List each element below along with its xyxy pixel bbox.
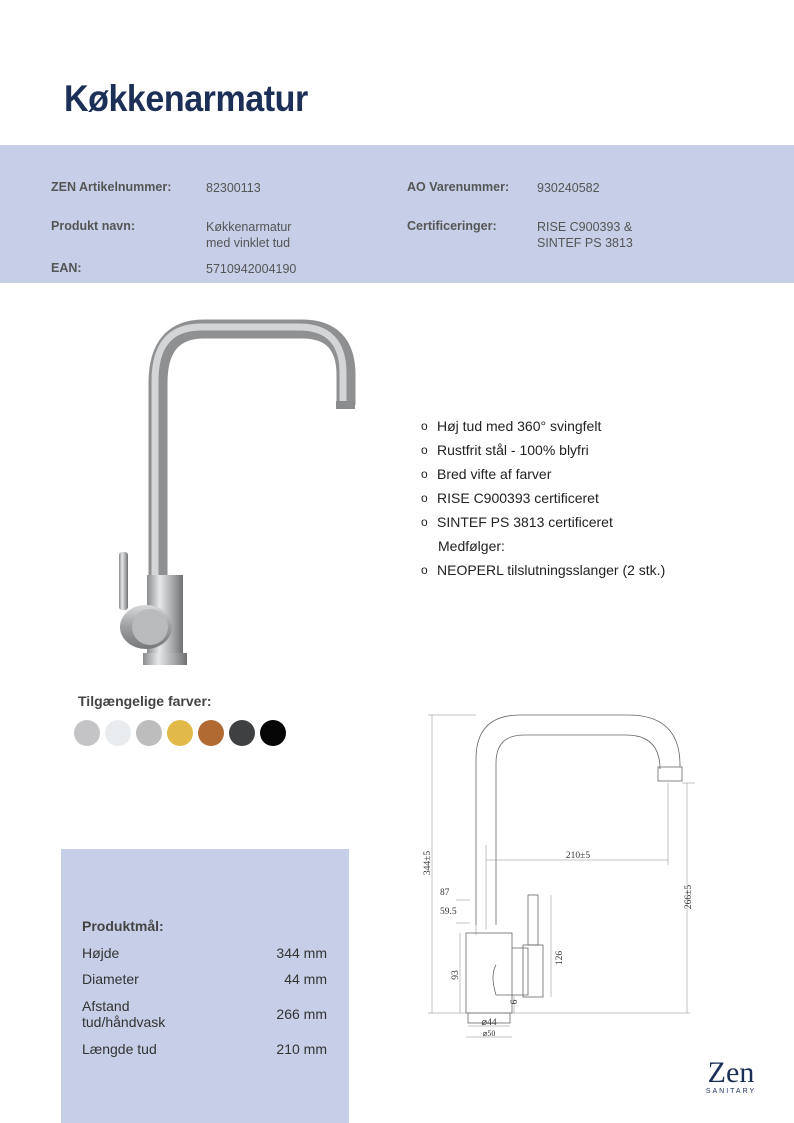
dim-dia50: ⌀50 <box>482 1029 496 1038</box>
color-swatch[interactable] <box>229 720 255 746</box>
feature-item: o Høj tud med 360° svingfelt <box>421 418 602 434</box>
color-swatch[interactable] <box>105 720 131 746</box>
brand-name: Zen <box>707 1056 755 1089</box>
product-name-value-1: Køkkenarmatur <box>206 220 292 234</box>
dim-93: 93 <box>451 970 461 980</box>
feature-item: o Bred vifte af farver <box>421 466 552 482</box>
technical-drawing <box>410 705 710 1045</box>
dim-spout-height: 266±5 <box>684 884 694 910</box>
dimension-row: Diameter 44 mm <box>82 971 327 987</box>
color-swatch[interactable] <box>260 720 286 746</box>
dim-dia44: ⌀44 <box>481 1018 497 1028</box>
dim-126: 126 <box>555 950 565 966</box>
feature-item: o Rustfrit stål - 100% blyfri <box>421 442 589 458</box>
feature-list <box>421 416 665 584</box>
brand-sub: SANITARY <box>705 1088 757 1095</box>
certifications-value-2: SINTEF PS 3813 <box>537 236 633 250</box>
color-swatch[interactable] <box>74 720 100 746</box>
dim-spout-length: 210±5 <box>565 851 591 861</box>
color-swatch[interactable] <box>136 720 162 746</box>
dim-total-height: 344±5 <box>423 850 433 876</box>
feature-item: o SINTEF PS 3813 certificeret <box>421 514 613 530</box>
info-panel <box>0 145 794 283</box>
ao-number-label: AO Varenummer: <box>407 180 510 194</box>
page-title: Køkkenarmatur <box>64 78 308 119</box>
zen-article-label: ZEN Artikelnummer: <box>51 180 172 194</box>
color-swatch[interactable] <box>198 720 224 746</box>
dimension-row: Afstand tud/håndvask 266 mm <box>82 998 327 1030</box>
dimension-row: Længde tud 210 mm <box>82 1041 327 1057</box>
dimension-row: Højde 344 mm <box>82 945 327 961</box>
dimensions-title: Produktmål: <box>82 918 164 934</box>
ean-value: 5710942004190 <box>206 262 297 276</box>
dim-87: 87 <box>440 888 450 898</box>
dim-6: 6 <box>510 999 520 1005</box>
feature-item: o RISE C900393 certificeret <box>421 490 599 506</box>
ean-label: EAN: <box>51 261 82 275</box>
color-swatch[interactable] <box>167 720 193 746</box>
zen-article-value: 82300113 <box>206 181 261 195</box>
included-label: Medfølger: <box>438 538 505 554</box>
certifications-label: Certificeringer: <box>407 219 497 233</box>
ao-number-value: 930240582 <box>537 181 600 195</box>
faucet-photo <box>100 315 370 685</box>
dim-59: 59.5 <box>440 907 457 917</box>
product-name-value-2: med vinklet tud <box>206 236 291 250</box>
product-name-label: Produkt navn: <box>51 219 136 233</box>
certifications-value-1: RISE C900393 & <box>537 220 633 234</box>
brand-logo <box>700 1058 762 1095</box>
colors-title: Tilgængelige farver: <box>78 693 212 709</box>
included-item: o NEOPERL tilslutningsslanger (2 stk.) <box>421 562 666 578</box>
